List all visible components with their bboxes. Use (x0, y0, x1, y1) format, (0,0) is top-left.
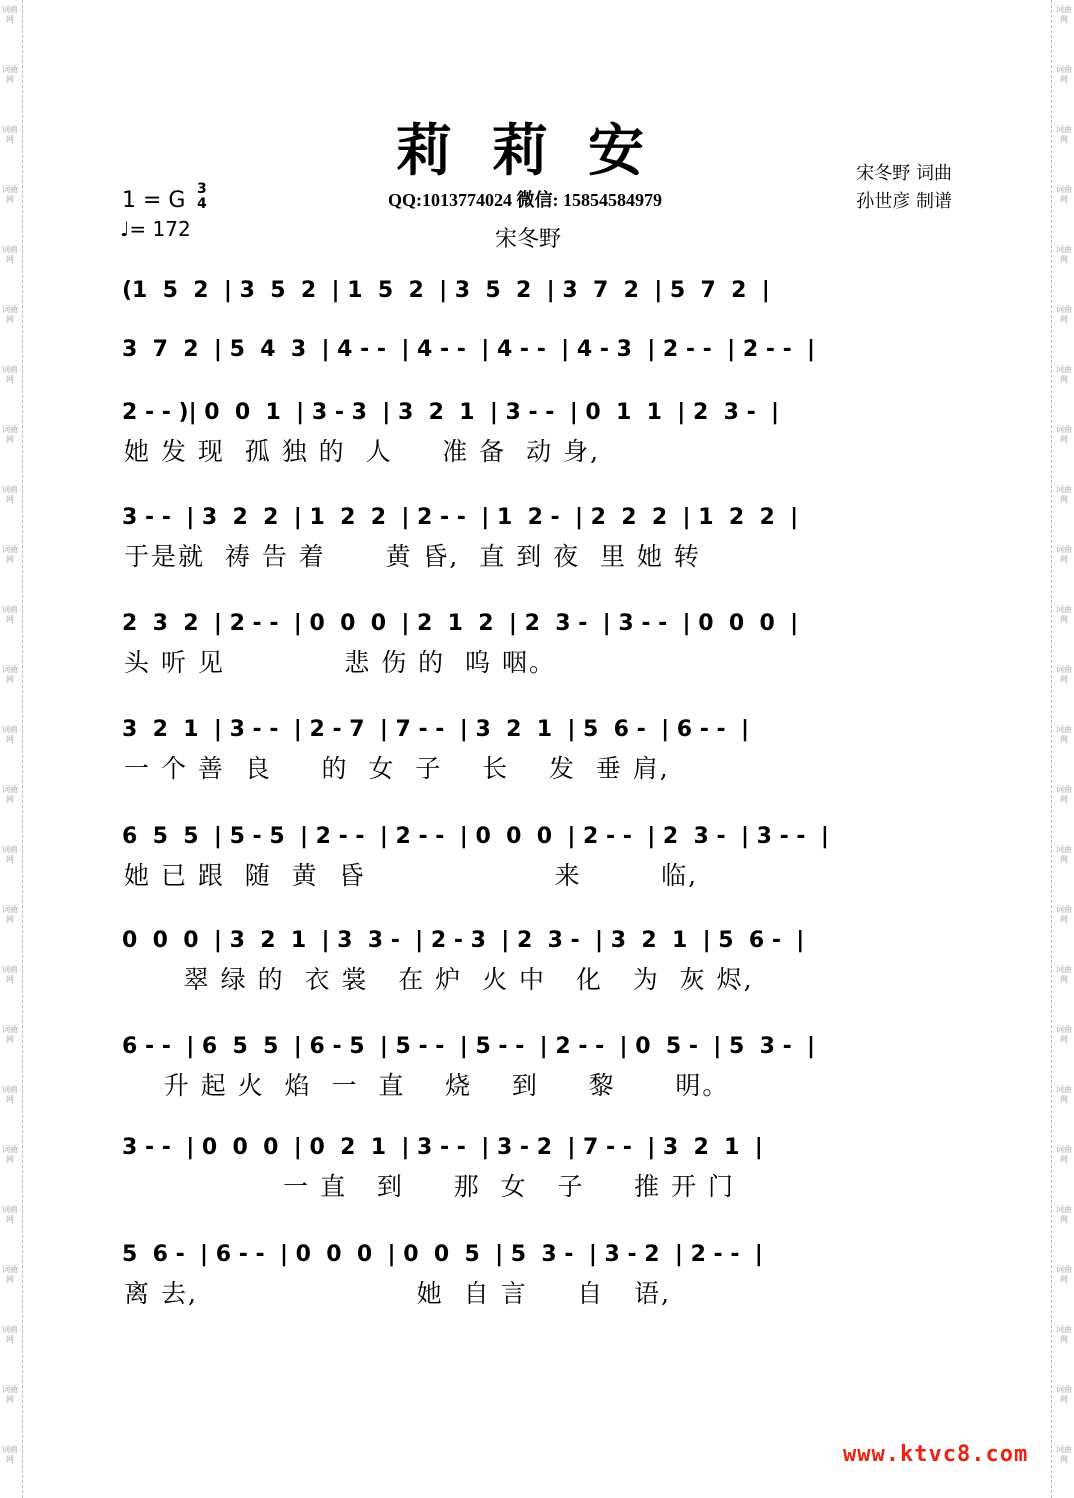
side-watermark: 词曲网 (2, 1385, 18, 1404)
side-watermark: 词曲网 (1056, 725, 1072, 744)
notation-line: 3 - - | 0 0 0 | 0 2 1 | 3 - - | 3 - 2 | 7 - - | 3 2 1 | (122, 1135, 763, 1160)
side-watermark: 词曲网 (2, 65, 18, 84)
side-watermark: 词曲网 (2, 245, 18, 264)
side-watermark: 词曲网 (1056, 905, 1072, 924)
side-watermark: 词曲网 (2, 365, 18, 384)
side-watermark: 词曲网 (2, 1265, 18, 1284)
lyric-line: 离 去, 她 自 言 自 语, (124, 1279, 672, 1308)
side-watermark: 词曲网 (2, 485, 18, 504)
tempo-mark: ♩= 172 (120, 217, 191, 241)
side-watermark: 词曲网 (1056, 185, 1072, 204)
notation-line: 3 - - | 3 2 2 | 1 2 2 | 2 - - | 1 2 - | 2 2 2 | 1 2 2 | (122, 505, 799, 530)
notation-line: 0 0 0 | 3 2 1 | 3 3 - | 2 - 3 | 2 3 - | 3 2 1 | 5 6 - | (122, 928, 805, 953)
side-watermark: 词曲网 (1056, 1265, 1072, 1284)
side-watermark: 词曲网 (2, 605, 18, 624)
lyric-line: 她 已 跟 随 黄 昏 来 临, (124, 861, 699, 890)
side-watermark: 词曲网 (2, 5, 18, 24)
side-watermark: 词曲网 (1056, 1445, 1072, 1464)
side-watermark: 词曲网 (1056, 785, 1072, 804)
side-watermark: 词曲网 (2, 965, 18, 984)
side-watermark: 词曲网 (2, 1145, 18, 1164)
key-signature: 1 = G (122, 188, 186, 213)
notation-line: 6 5 5 | 5 - 5 | 2 - - | 2 - - | 0 0 0 | 2 - - | 2 3 - | 3 - - | (122, 824, 829, 849)
side-watermark: 词曲网 (2, 845, 18, 864)
notation-line: 2 3 2 | 2 - - | 0 0 0 | 2 1 2 | 2 3 - | 3 - - | 0 0 0 | (122, 611, 799, 636)
time-top: 3 (197, 181, 207, 197)
time-bottom: 4 (197, 196, 207, 212)
notation-line: 3 7 2 | 5 4 3 | 4 - - | 4 - - | 4 - - | 4 - 3 | 2 - - | 2 - - | (122, 337, 816, 362)
lyric-line: 于是就 祷 告 着 黄 昏, 直 到 夜 里 她 转 (124, 542, 701, 571)
side-watermark: 词曲网 (2, 1325, 18, 1344)
side-watermark: 词曲网 (1056, 1025, 1072, 1044)
side-watermark: 词曲网 (1056, 1145, 1072, 1164)
side-watermark: 词曲网 (1056, 305, 1072, 324)
notation-line: 6 - - | 6 5 5 | 6 - 5 | 5 - - | 5 - - | 2 - - | 0 5 - | 5 3 - | (122, 1034, 816, 1059)
side-watermark: 词曲网 (1056, 65, 1072, 84)
notation-line: 3 2 1 | 3 - - | 2 - 7 | 7 - - | 3 2 1 | 5 6 - | 6 - - | (122, 717, 749, 742)
side-watermark: 词曲网 (1056, 1385, 1072, 1404)
side-watermark: 词曲网 (2, 725, 18, 744)
side-watermark: 词曲网 (2, 1025, 18, 1044)
contact-info: QQ:1013774024 微信: 15854584979 (388, 190, 662, 210)
side-watermark: 词曲网 (1056, 485, 1072, 504)
side-watermark: 词曲网 (2, 425, 18, 444)
side-watermark: 词曲网 (2, 185, 18, 204)
notation-line: 2 - - )| 0 0 1 | 3 - 3 | 3 2 1 | 3 - - | 0 1 1 | 2 3 - | (122, 400, 780, 425)
lyric-line: 一 直 到 那 女 子 推 开 门 (124, 1172, 736, 1201)
song-title: 莉莉安 (396, 118, 684, 184)
side-watermark: 词曲网 (2, 1445, 18, 1464)
side-watermark: 词曲网 (1056, 545, 1072, 564)
side-watermark: 词曲网 (2, 665, 18, 684)
credits (856, 160, 952, 216)
time-signature (197, 182, 207, 212)
lyric-line: 她 发 现 孤 独 的 人 准 备 动 身, (124, 437, 601, 466)
side-watermark: 词曲网 (2, 1085, 18, 1104)
side-watermark: 词曲网 (1056, 665, 1072, 684)
lyric-line: 翠 绿 的 衣 裳 在 炉 火 中 化 为 灰 烬, (124, 965, 754, 994)
side-watermark: 词曲网 (2, 905, 18, 924)
lyric-line: 升 起 火 焰 一 直 烧 到 黎 明。 (124, 1071, 730, 1100)
side-watermark: 词曲网 (1056, 605, 1072, 624)
singer-name: 宋冬野 (495, 227, 562, 252)
notation-line: 5 6 - | 6 - - | 0 0 0 | 0 0 5 | 5 3 - | 3 - 2 | 2 - - | (122, 1242, 763, 1267)
side-watermark: 词曲网 (1056, 125, 1072, 144)
lyric-line: 一 个 善 良 的 女 子 长 发 垂 肩, (124, 754, 670, 783)
composer-credit: 宋冬野 词曲 (856, 163, 952, 184)
side-watermark: 词曲网 (1056, 845, 1072, 864)
side-watermark: 词曲网 (1056, 425, 1072, 444)
site-watermark: www.ktvc8.com (843, 1442, 1029, 1467)
side-watermark: 词曲网 (1056, 1325, 1072, 1344)
lyric-line: 头 听 见 悲 伤 的 呜 咽。 (124, 648, 556, 677)
notation-line: (1 5 2 | 3 5 2 | 1 5 2 | 3 5 2 | 3 7 2 | 5 7 2 | (122, 278, 770, 303)
arranger-credit: 孙世彦 制谱 (856, 191, 952, 212)
side-watermark: 词曲网 (1056, 965, 1072, 984)
side-watermark: 词曲网 (2, 1205, 18, 1224)
side-watermark: 词曲网 (1056, 245, 1072, 264)
side-watermark: 词曲网 (1056, 365, 1072, 384)
side-watermark: 词曲网 (1056, 1205, 1072, 1224)
side-watermark: 词曲网 (2, 785, 18, 804)
side-watermark: 词曲网 (1056, 1085, 1072, 1104)
side-watermark: 词曲网 (2, 125, 18, 144)
side-watermark: 词曲网 (2, 545, 18, 564)
side-watermark: 词曲网 (1056, 5, 1072, 24)
side-watermark: 词曲网 (2, 305, 18, 324)
